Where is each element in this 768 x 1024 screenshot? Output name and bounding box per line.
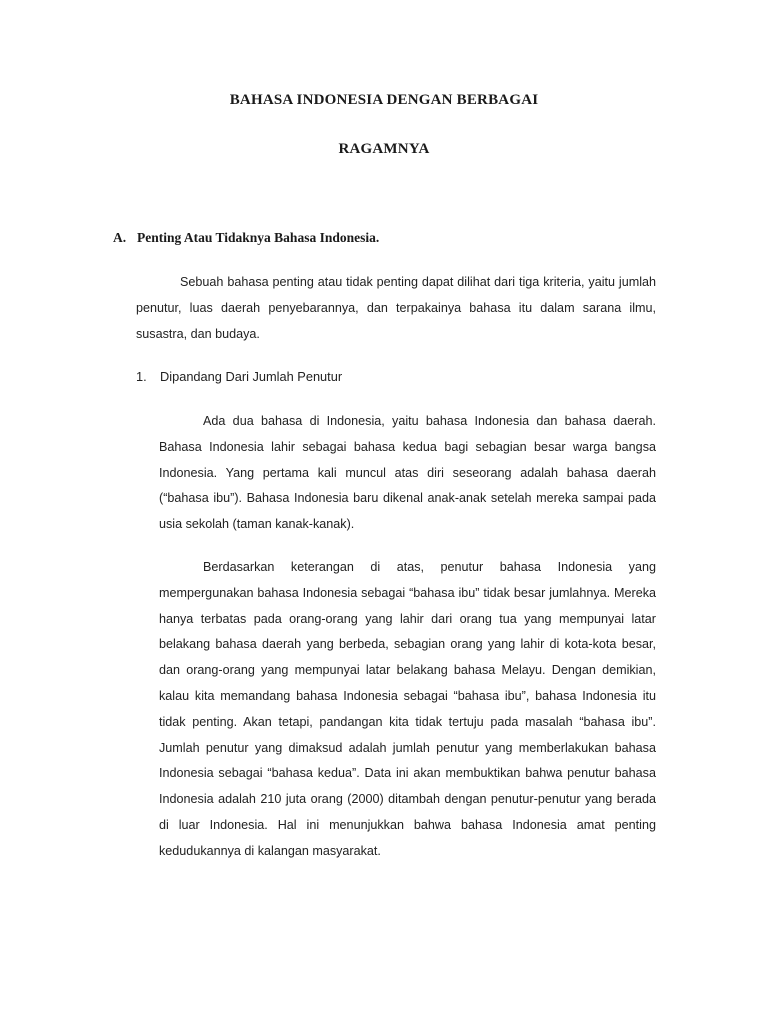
subsection-1-heading	[136, 369, 342, 384]
section-a-heading	[113, 230, 379, 246]
subsection-1-number: 1.	[136, 369, 147, 384]
section-a-letter: A.	[113, 230, 127, 245]
document-title-line-2: RAGAMNYA	[338, 141, 430, 157]
section-a-heading-text: Penting Atau Tidaknya Bahasa Indonesia.	[137, 230, 380, 245]
intro-paragraph: Sebuah bahasa penting atau tidak penting dapat dilihat dari tiga kriteria, yaitu jumlah penutur, luas daerah penyebarannya, dan terpakainya bahasa itu dalam sarana ilmu, susastra, dan budaya.	[136, 275, 656, 341]
body-paragraph-2: Berdasarkan keterangan di atas, penutur bahasa Indonesia yang mempergunakan bahasa Indonesia sebagai “bahasa ibu” tidak besar jumlahnya. Mereka hanya terbatas pada orang-orang yang lahir dari orang tua yang mempunyai latar belakang bahasa daerah yang berbeda, sebagian orang yang lahir di kota-kota besar, dan orang-orang yang mempunyai latar belakang bahasa Melayu. Dengan demikian, kalau kita memandang bahasa Indonesia sebagai “bahasa ibu”, bahasa Indonesia itu tidak penting. Akan tetapi, pandangan kita tidak tertuju pada masalah “bahasa ibu”. Jumlah penutur yang dimaksud adalah jumlah penutur yang memberlakukan bahasa Indonesia sebagai “bahasa kedua”. Data ini akan membuktikan bahwa penutur bahasa Indonesia adalah 210 juta orang (2000) ditambah dengan penutur-penutur yang berada di luar Indonesia. Hal ini menunjukkan bahwa bahasa Indonesia amat penting kedudukannya di kalangan masyarakat.	[159, 560, 656, 858]
document-title-line-1: BAHASA INDONESIA DENGAN BERBAGAI	[229, 92, 539, 108]
subsection-1-heading-text: Dipandang Dari Jumlah Penutur	[160, 369, 343, 384]
body-paragraph-1: Ada dua bahasa di Indonesia, yaitu bahasa Indonesia dan bahasa daerah. Bahasa Indonesia lahir sebagai bahasa kedua bagi sebagian besar warga bangsa Indonesia. Yang pertama kali muncul atas diri seseorang adalah bahasa daerah (“bahasa ibu”). Bahasa Indonesia baru dikenal anak-anak setelah mereka sampai pada usia sekolah (taman kanak-kanak).	[159, 414, 656, 532]
